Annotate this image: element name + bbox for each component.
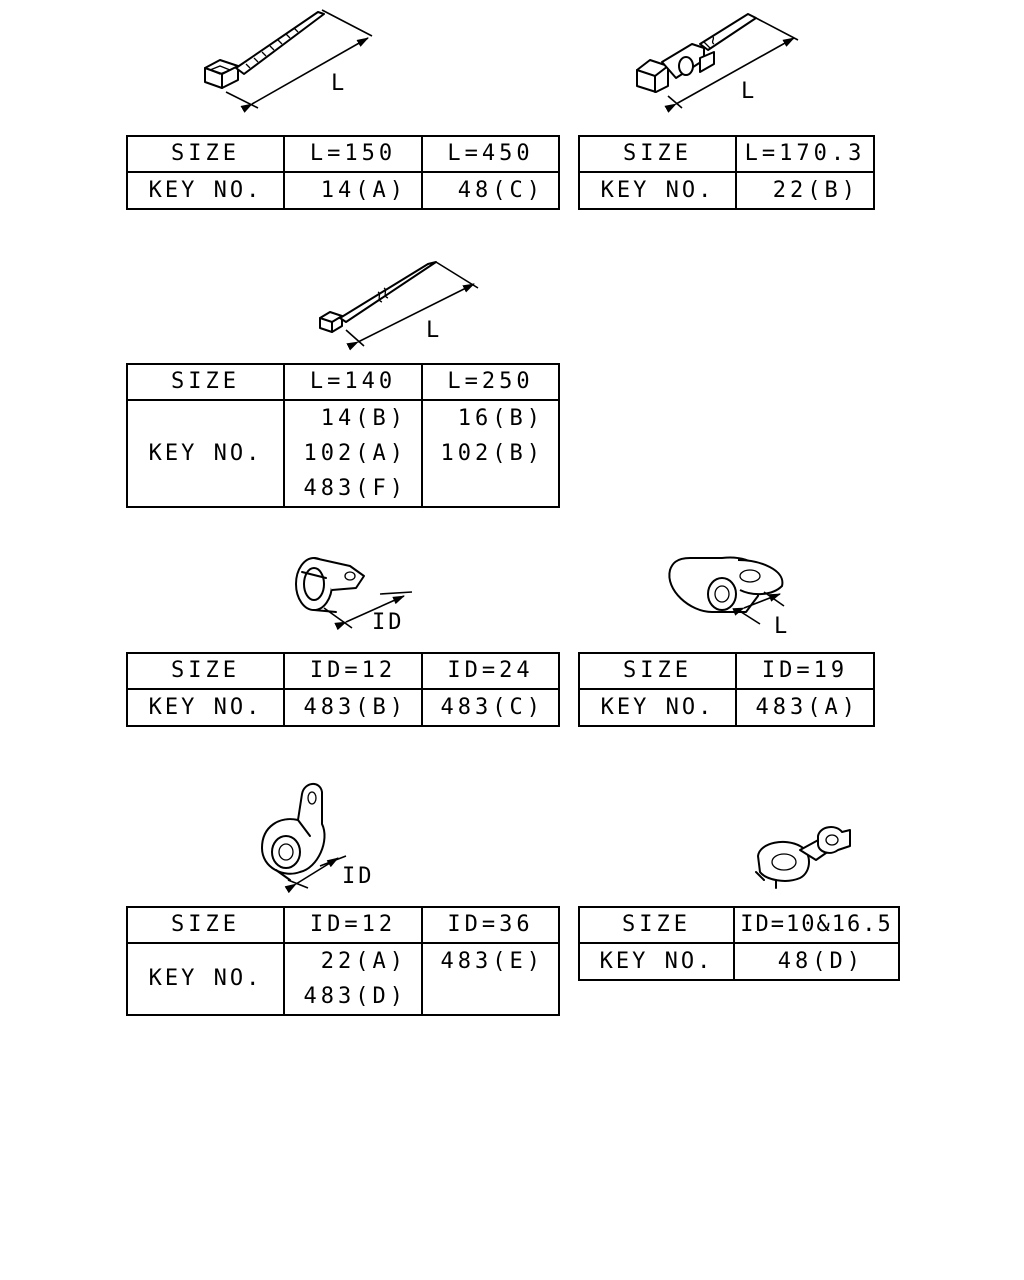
size-value: L=250 xyxy=(422,364,559,400)
spec-table-6 xyxy=(126,906,560,1016)
size-value: ID=36 xyxy=(422,907,559,943)
key-no-header: KEY NO. xyxy=(579,172,736,209)
key-no-value: 16(B) 102(B) xyxy=(422,400,559,507)
size-header: SIZE xyxy=(127,907,284,943)
clamp-drawing-4 xyxy=(756,827,850,888)
key-no-header: KEY NO. xyxy=(127,172,284,209)
size-value: ID=19 xyxy=(736,653,874,689)
spec-table-2 xyxy=(578,135,875,210)
size-value: ID=24 xyxy=(422,653,559,689)
key-no-header: KEY NO. xyxy=(127,943,284,1015)
dimension-label-clamp3: ID xyxy=(342,864,375,889)
key-no-value: 22(A) 483(D) xyxy=(284,943,422,1015)
spec-table-1 xyxy=(126,135,560,210)
key-no-header: KEY NO. xyxy=(579,943,734,980)
key-no-header: KEY NO. xyxy=(127,400,284,507)
size-value: ID=10&16.5 xyxy=(734,907,899,943)
key-no-value: 22(B) xyxy=(736,172,874,209)
size-header: SIZE xyxy=(127,136,284,172)
key-no-header: KEY NO. xyxy=(127,689,284,726)
dimension-label-tie1: L xyxy=(331,71,348,96)
key-no-value: 483(B) xyxy=(284,689,422,726)
spec-table-3 xyxy=(126,363,560,508)
size-header: SIZE xyxy=(127,653,284,689)
size-value: L=450 xyxy=(422,136,559,172)
size-value: L=140 xyxy=(284,364,422,400)
key-no-value: 14(A) xyxy=(284,172,422,209)
dimension-label-tie3: L xyxy=(426,318,443,343)
key-no-value: 14(B) 102(A) 483(F) xyxy=(284,400,422,507)
size-header: SIZE xyxy=(579,907,734,943)
size-value: ID=12 xyxy=(284,653,422,689)
size-header: SIZE xyxy=(127,364,284,400)
dimension-label-clamp1: ID xyxy=(372,610,405,635)
key-no-value: 48(D) xyxy=(734,943,899,980)
key-no-value: 48(C) xyxy=(422,172,559,209)
cable-tie-drawing-2 xyxy=(637,14,798,108)
spec-table-5 xyxy=(578,652,875,727)
size-value: ID=12 xyxy=(284,907,422,943)
dimension-label-tie2: L xyxy=(741,79,758,104)
spec-table-4 xyxy=(126,652,560,727)
dimension-label-clamp2: L xyxy=(774,614,791,639)
cable-tie-drawing-3 xyxy=(320,262,478,346)
key-no-value: 483(A) xyxy=(736,689,874,726)
clamp-drawing-2 xyxy=(669,558,784,624)
key-no-header: KEY NO. xyxy=(579,689,736,726)
size-value: L=150 xyxy=(284,136,422,172)
size-header: SIZE xyxy=(579,136,736,172)
key-no-value: 483(E) xyxy=(422,943,559,1015)
size-value: L=170.3 xyxy=(736,136,874,172)
clamp-drawing-3 xyxy=(262,784,346,888)
key-no-value: 483(C) xyxy=(422,689,559,726)
spec-table-7 xyxy=(578,906,900,981)
size-header: SIZE xyxy=(579,653,736,689)
